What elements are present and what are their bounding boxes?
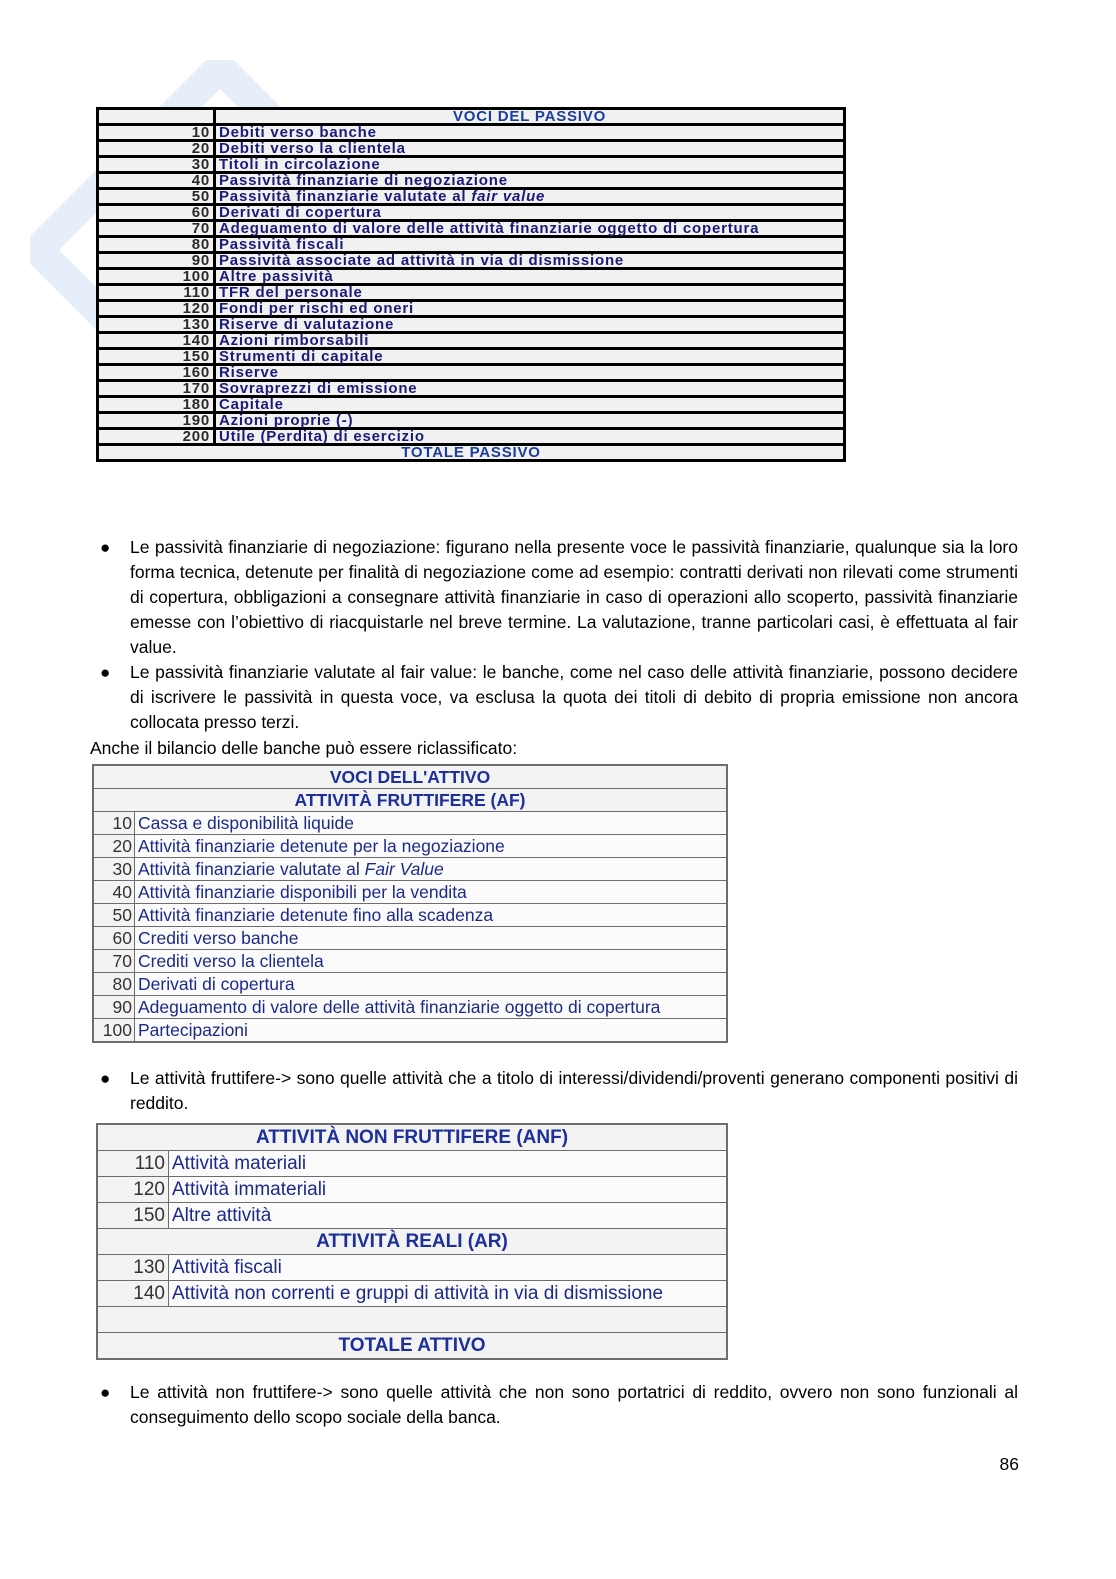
- anf-title: ATTIVITÀ NON FRUTTIFERE (ANF): [97, 1124, 727, 1151]
- row-code: 10: [98, 125, 215, 141]
- attivo-subtitle: ATTIVITÀ FRUTTIFERE (AF): [93, 789, 727, 812]
- row-code: 80: [93, 973, 135, 996]
- row-label: Attività materiali: [169, 1151, 728, 1177]
- row-label: Strumenti di capitale: [215, 349, 845, 365]
- attivo-row: [93, 973, 727, 996]
- row-label: Attività finanziarie detenute fino alla scadenza: [135, 904, 728, 927]
- row-code: 50: [93, 904, 135, 927]
- row-label: Crediti verso la clientela: [135, 950, 728, 973]
- passivo-header-empty-cell: [98, 109, 215, 125]
- row-code: 160: [98, 365, 215, 381]
- bullet-text: Le passività finanziarie di negoziazione: figurano nella presente voce le passività finanziarie, qualunque sia la loro forma tecnica, detenute per finalità di negoziazione come ad esempio: contratti derivati non rilevati come strumenti di copertura, obbligazioni a consegnare attività finanziarie in caso di operazioni allo scoperto, passività finanziarie emesse con l’obiettivo di riacquistarle nel breve termine. La valutazione, tranne particolari casi, è effettuata al fair value.: [130, 537, 1018, 657]
- bullet-text: Le attività non fruttifere-> sono quelle attività che non sono portatrici di reddito, ovvero non sono funzionali al conseguimento dello scopo sociale della banca.: [130, 1382, 1018, 1427]
- passivo-row: [98, 301, 845, 317]
- anf-row: [97, 1203, 727, 1229]
- passivo-row: [98, 333, 845, 349]
- row-label: Utile (Perdita) di esercizio: [215, 429, 845, 445]
- passivo-row: [98, 125, 845, 141]
- row-label: Crediti verso banche: [135, 927, 728, 950]
- bullet-item: [90, 1380, 1018, 1430]
- bullet-dot-icon: ●: [100, 1069, 111, 1088]
- row-label: Passività associate ad attività in via di dismissione: [215, 253, 845, 269]
- attivo-row: [93, 835, 727, 858]
- attivo-row: [93, 996, 727, 1019]
- passivo-table: [96, 107, 846, 462]
- row-code: 60: [93, 927, 135, 950]
- bullet-dot-icon: ●: [100, 663, 111, 682]
- passivo-row: [98, 365, 845, 381]
- passivo-row: [98, 285, 845, 301]
- row-code: 100: [98, 269, 215, 285]
- passivo-row: [98, 237, 845, 253]
- italic-term: fair value: [471, 188, 546, 205]
- row-label: Attività finanziarie disponibili per la vendita: [135, 881, 728, 904]
- passivo-row: [98, 429, 845, 445]
- ar-title-row: [97, 1229, 727, 1255]
- passivo-row: [98, 205, 845, 221]
- row-label: Passività fiscali: [215, 237, 845, 253]
- bullets-passivo: [90, 535, 1018, 735]
- row-label: Riserve: [215, 365, 845, 381]
- row-code: 180: [98, 397, 215, 413]
- bullet-item: [90, 1066, 1018, 1116]
- row-label: Attività finanziarie detenute per la negoziazione: [135, 835, 728, 858]
- anf-title-row: [97, 1124, 727, 1151]
- attivo-row: [93, 904, 727, 927]
- row-code: 120: [98, 301, 215, 317]
- row-code: 110: [97, 1151, 169, 1177]
- row-code: 40: [98, 173, 215, 189]
- passivo-row: [98, 141, 845, 157]
- passivo-row: [98, 157, 845, 173]
- row-code: 130: [98, 317, 215, 333]
- passivo-row: [98, 381, 845, 397]
- row-label: Passività finanziarie di negoziazione: [215, 173, 845, 189]
- row-label: Partecipazioni: [135, 1019, 728, 1043]
- attivo-row: [93, 950, 727, 973]
- row-label: Attività non correnti e gruppi di attività in via di dismissione: [169, 1281, 728, 1307]
- row-code: 190: [98, 413, 215, 429]
- row-label: Passività finanziarie valutate al fair value: [215, 189, 845, 205]
- row-label: Altre attività: [169, 1203, 728, 1229]
- row-label: Azioni proprie (-): [215, 413, 845, 429]
- passivo-row: [98, 317, 845, 333]
- anf-total-row: [97, 1333, 727, 1360]
- row-label: Cassa e disponibilità liquide: [135, 812, 728, 835]
- row-code: 110: [98, 285, 215, 301]
- bullets-af: [90, 1066, 1018, 1116]
- row-label: Capitale: [215, 397, 845, 413]
- row-code: 60: [98, 205, 215, 221]
- row-label: Azioni rimborsabili: [215, 333, 845, 349]
- anf-empty: [97, 1307, 727, 1333]
- passivo-row: [98, 413, 845, 429]
- row-code: 30: [93, 858, 135, 881]
- row-label: TFR del personale: [215, 285, 845, 301]
- anf-row: [97, 1151, 727, 1177]
- row-code: 70: [93, 950, 135, 973]
- attivo-subtitle-row: [93, 789, 727, 812]
- attivo-title-row: [93, 765, 727, 789]
- passivo-row: [98, 253, 845, 269]
- bullet-dot-icon: ●: [100, 1383, 111, 1402]
- row-code: 90: [93, 996, 135, 1019]
- row-code: 140: [97, 1281, 169, 1307]
- row-code: 30: [98, 157, 215, 173]
- row-label: Adeguamento di valore delle attività finanziarie oggetto di copertura: [135, 996, 728, 1019]
- row-code: 150: [98, 349, 215, 365]
- bullet-dot-icon: ●: [100, 538, 111, 557]
- passivo-total: TOTALE PASSIVO: [98, 445, 845, 461]
- passivo-header-row: [98, 109, 845, 125]
- bullets-anf: [90, 1380, 1018, 1430]
- row-code: 20: [93, 835, 135, 858]
- passivo-row: [98, 189, 845, 205]
- row-code: 10: [93, 812, 135, 835]
- passivo-title: VOCI DEL PASSIVO: [215, 109, 845, 125]
- row-code: 50: [98, 189, 215, 205]
- anf-table: [96, 1123, 728, 1360]
- row-label: Sovraprezzi di emissione: [215, 381, 845, 397]
- row-code: 120: [97, 1177, 169, 1203]
- attivo-row: [93, 927, 727, 950]
- passivo-total-row: [98, 445, 845, 461]
- attivo-row: [93, 858, 727, 881]
- row-code: 170: [98, 381, 215, 397]
- anf-row: [97, 1177, 727, 1203]
- italic-term: Fair Value: [364, 859, 444, 879]
- attivo-table: [92, 764, 728, 1043]
- row-code: 70: [98, 221, 215, 237]
- attivo-row: [93, 1019, 727, 1043]
- row-code: 200: [98, 429, 215, 445]
- attivo-row: [93, 881, 727, 904]
- row-code: 80: [98, 237, 215, 253]
- ar-title: ATTIVITÀ REALI (AR): [97, 1229, 727, 1255]
- row-label: Debiti verso la clientela: [215, 141, 845, 157]
- row-code: 130: [97, 1255, 169, 1281]
- bullet-item: [90, 535, 1018, 660]
- bullet-text: Le attività fruttifere-> sono quelle attività che a titolo di interessi/dividendi/proventi generano componenti positivi di reddito.: [130, 1068, 1018, 1113]
- intro-line: Anche il bilancio delle banche può essere riclassificato:: [90, 738, 518, 758]
- row-code: 90: [98, 253, 215, 269]
- passivo-row: [98, 173, 845, 189]
- bullet-item: [90, 660, 1018, 735]
- row-label: Derivati di copertura: [135, 973, 728, 996]
- row-label: Debiti verso banche: [215, 125, 845, 141]
- row-code: 100: [93, 1019, 135, 1043]
- row-label: Titoli in circolazione: [215, 157, 845, 173]
- row-label: Attività fiscali: [169, 1255, 728, 1281]
- row-code: 150: [97, 1203, 169, 1229]
- row-label: Fondi per rischi ed oneri: [215, 301, 845, 317]
- row-label: Derivati di copertura: [215, 205, 845, 221]
- row-label: Riserve di valutazione: [215, 317, 845, 333]
- passivo-row: [98, 349, 845, 365]
- passivo-row: [98, 221, 845, 237]
- page-number: 86: [999, 1454, 1019, 1474]
- anf-empty-row: [97, 1307, 727, 1333]
- row-code: 20: [98, 141, 215, 157]
- row-label: Altre passività: [215, 269, 845, 285]
- attivo-row: [93, 812, 727, 835]
- ar-row: [97, 1281, 727, 1307]
- row-label: Attività immateriali: [169, 1177, 728, 1203]
- passivo-row: [98, 397, 845, 413]
- row-code: 140: [98, 333, 215, 349]
- attivo-title: VOCI DELL'ATTIVO: [93, 765, 727, 789]
- passivo-row: [98, 269, 845, 285]
- bullet-text: Le passività finanziarie valutate al fair value: le banche, come nel caso delle attività finanziarie, possono decidere di iscrivere le passività in questa voce, va esclusa la quota dei titoli di debito di propria emissione non ancora collocata presso terzi.: [130, 662, 1018, 732]
- anf-total: TOTALE ATTIVO: [97, 1333, 727, 1360]
- ar-row: [97, 1255, 727, 1281]
- row-label: Adeguamento di valore delle attività finanziarie oggetto di copertura: [215, 221, 845, 237]
- row-code: 40: [93, 881, 135, 904]
- row-label: Attività finanziarie valutate al Fair Value: [135, 858, 728, 881]
